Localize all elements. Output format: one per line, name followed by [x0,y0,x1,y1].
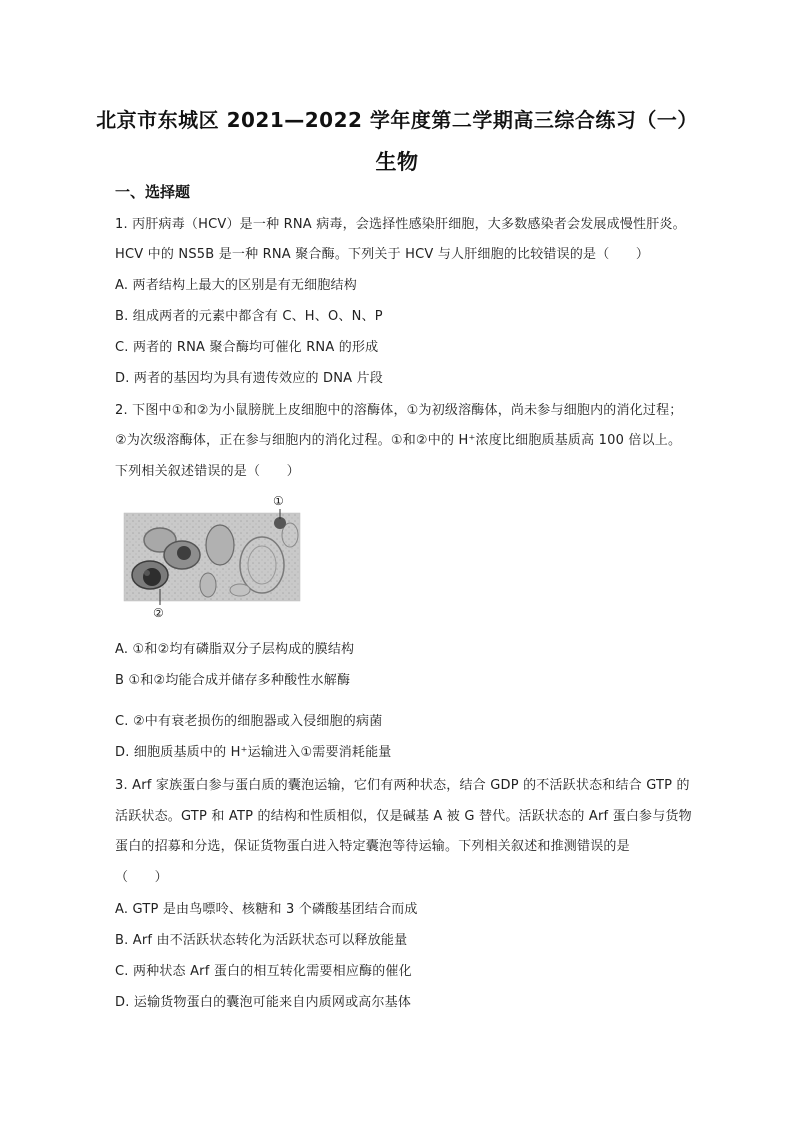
q2-stem-line1: 2. 下图中①和②为小鼠膀胱上皮细胞中的溶酶体，①为初级溶酶体，尚未参与细胞内的消化过程； [115,403,683,418]
q2-option-a: A. ①和②均有磷脂双分子层构成的膜结构 [115,642,355,657]
q2-stem-line3: 下列相关叙述错误的是（ ） [115,464,300,479]
q1-option-c: C. 两者的 RNA 聚合酶均可催化 RNA 的形成 [115,340,379,355]
q3-stem-line1: 3. Arf 家族蛋白参与蛋白质的囊泡运输，它们有两种状态，结合 GDP 的不活跃状态和结合 GTP 的 [115,778,690,793]
q1-stem-line1: 1. 丙肝病毒（HCV）是一种 RNA 病毒，会选择性感染肝细胞，大多数感染者会发展成慢性肝炎。 [115,217,686,232]
q3-option-c: C. 两种状态 Arf 蛋白的相互转化需要相应酶的催化 [115,964,412,979]
document-title: 北京市东城区 2021—2022 学年度第二学期高三综合练习（一） [96,108,698,132]
q1-option-d: D. 两者的基因均为具有遗传效应的 DNA 片段 [115,371,383,386]
q2-option-d: D. 细胞质基质中的 H⁺运输进入①需要消耗能量 [115,745,392,760]
q1-option-b: B. 组成两者的元素中都含有 C、H、O、N、P [115,309,383,324]
q1-stem-line2: HCV 中的 NS5B 是一种 RNA 聚合酶。下列关于 HCV 与人肝细胞的比较错误的是（ ） [115,247,650,262]
q3-stem-line2: 活跃状态。GTP 和 ATP 的结构和性质相似，仅是碱基 A 被 G 替代。活跃状态的 Arf 蛋白参与货物 [115,809,692,824]
q3-option-a: A. GTP 是由鸟嘌呤、核糖和 3 个磷酸基团结合而成 [115,902,418,917]
q3-option-b: B. Arf 由不活跃状态转化为活跃状态可以释放能量 [115,933,408,948]
q2-option-b: B ①和②均能合成并储存多种酸性水解酶 [115,673,351,688]
q2-stem-line2: ②为次级溶酶体，正在参与细胞内的消化过程。①和②中的 H⁺浓度比细胞质基质高 100 倍以上。 [115,433,682,448]
figure-label-2: ② [153,606,164,620]
q3-stem-line3: 蛋白的招募和分选，保证货物蛋白进入特定囊泡等待运输。下列相关叙述和推测错误的是 [115,839,630,854]
q1-option-a: A. 两者结构上最大的区别是有无细胞结构 [115,278,357,293]
lysosome-micrograph-figure [120,495,310,625]
q3-option-d: D. 运输货物蛋白的囊泡可能来自内质网或高尔基体 [115,995,412,1010]
figure-label-1: ① [273,494,284,508]
section-heading-choice: 一、选择题 [115,183,191,201]
micrograph-image [120,495,310,625]
subject-title: 生物 [375,150,419,174]
q3-stem-line4: （ ） [115,870,168,885]
q2-option-c: C. ②中有衰老损伤的细胞器或入侵细胞的病菌 [115,714,383,729]
